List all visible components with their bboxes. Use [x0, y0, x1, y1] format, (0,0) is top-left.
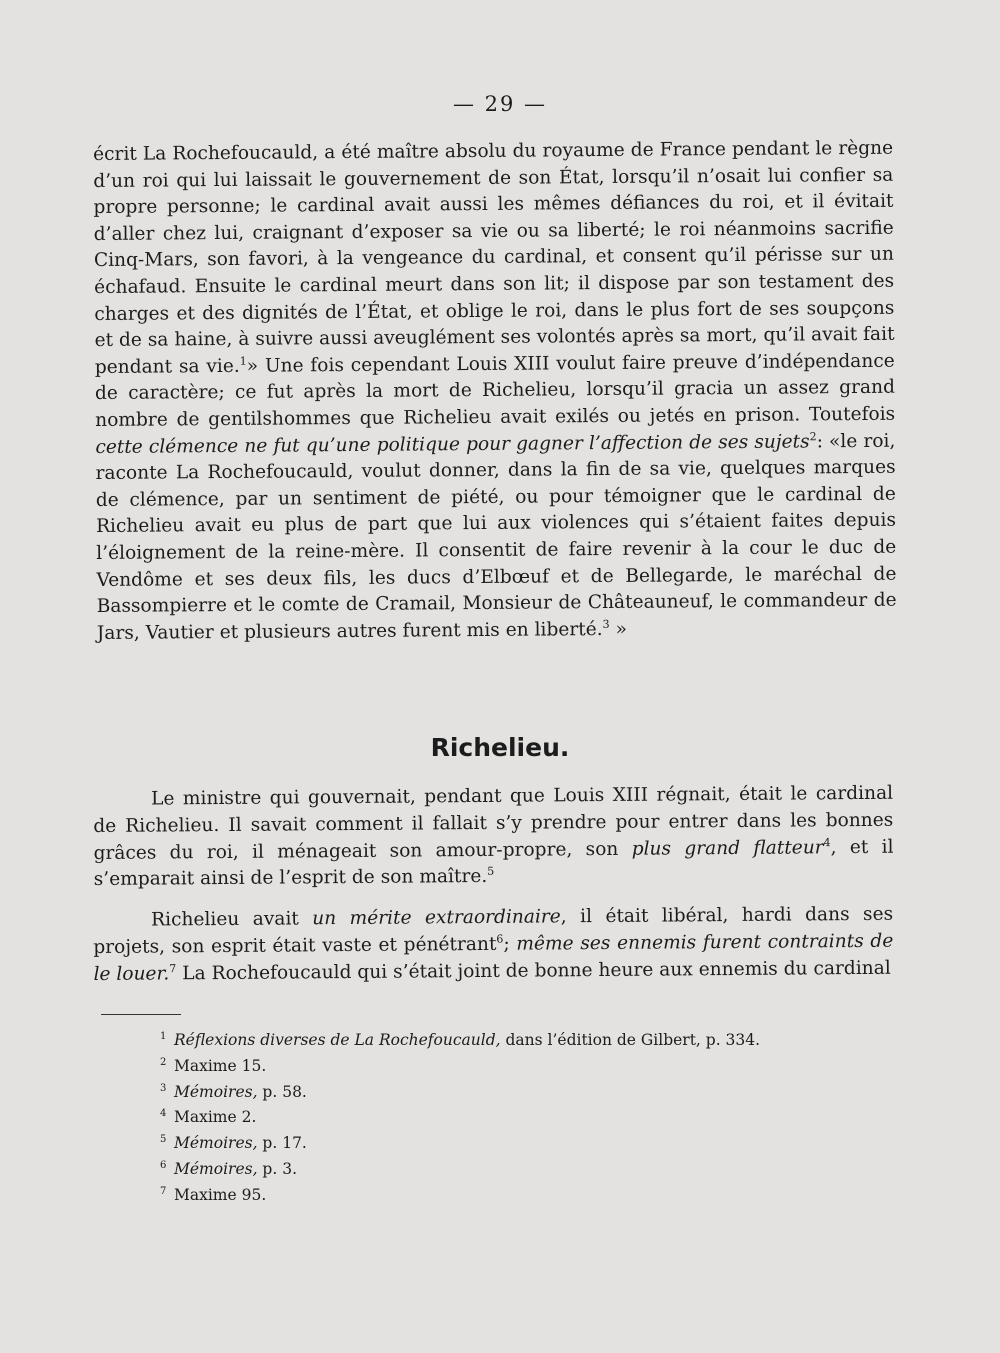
paragraph — [93, 781, 894, 894]
footnote-ref: 6 — [496, 932, 504, 946]
footnote-text: Maxime 95. — [174, 1185, 267, 1204]
footnotes — [160, 1026, 860, 1206]
paragraph-text: , et il s’emparait ainsi de l’esprit de son maître. — [93, 836, 894, 891]
footnote-text: Maxime 15. — [174, 1056, 267, 1075]
paragraph — [93, 902, 894, 989]
footnote-ref: 2 — [809, 429, 817, 443]
paragraph-text: écrit La Rochefoucauld, a été maître absolu du royaume de France pendant le règne d’un roi qui lui laissait le gouvernement de son État, lorsqu’il n’osait lui confier sa propre personne; le cardinal avait aussi les mêmes défiances du roi, et il évitait d’aller chez lui, craignant d’exposer sa vie ou sa liberté; le roi néanmoins sacrifie Cinq-Mars, son favori, à la vengeance du cardinal, et consent qu’il périsse sur un échafaud. Ensuite le cardinal meurt dans son lit; il dispose par son testament des charges et des dignités de l’État, et oblige le roi, dans le plus fort de ses soupçons et de sa haine, à suivre aussi aveuglément ses volontés après sa mort, qu’il avait fait pendant sa vie. — [93, 137, 895, 378]
paragraph-text: , il était libéral, hardi dans ses projets, son esprit était vaste et pénétrant — [93, 903, 894, 958]
paragraph-text: Le ministre qui gouvernait, pendant que Louis XIII régnait, était le cardinal de Richelieu. Il savait comment il fallait s’y prendre pour entrer dans les bonnes grâces du roi, il ménageait son amour-propre, son — [93, 782, 894, 864]
paragraph-text: Richelieu avait — [151, 908, 313, 931]
footnote-mark: 1 — [160, 1031, 167, 1042]
paragraph-text: » Une fois cependant Louis XIII voulut faire preuve d’indépendance de caractère; ce fut après la mort de Richelieu, lorsqu’il gracia un assez grand nombre de gentilshommes que Richelieu avait exilés ou jetés en prison. Toutefois — [94, 350, 896, 431]
footnote-mark: 7 — [160, 1185, 167, 1197]
footnote — [160, 1129, 860, 1155]
footnote-title: Mémoires, — [174, 1159, 258, 1178]
footnote-ref: 7 — [169, 961, 177, 975]
footnote-title: Mémoires, — [174, 1134, 258, 1153]
footnote-divider — [101, 1014, 181, 1015]
footnote-text: p. 58. — [257, 1082, 307, 1101]
emphasis-text: cette clémence ne fut qu’une politique pour gagner l’affection de ses sujets — [95, 430, 810, 458]
footnote-text: p. 3. — [257, 1159, 297, 1178]
footnote-ref: 5 — [487, 865, 495, 879]
footnote-title: Réflexions diverses de La Rochefoucauld, — [174, 1031, 501, 1050]
footnote-text: Maxime 2. — [174, 1108, 257, 1127]
paragraph-text: » — [609, 618, 628, 640]
footnote-text: p. 17. — [257, 1134, 307, 1153]
footnote — [160, 1026, 860, 1052]
paragraph-text: ; — [503, 933, 517, 955]
footnote — [160, 1078, 860, 1104]
paragraph-text: : «le roi, raconte La Rochefoucauld, voulut donner, dans la fin de sa vie, quelques marques de clémence, par un sentiment de piété, ou pour témoigner que le cardinal de Richelieu avait eu plus de part que lui aux violences qui s’étaient faites depuis l’éloignement de la reine-mère. Il consentit de faire revenir à la cour le duc de Vendôme et ses deux fils, les ducs d’Elbœuf et de Bellegarde, le maréchal de Bassompierre et le comte de Cramail, Monsieur de Châteauneuf, le commandeur de Jars, Vautier et plusieurs autres furent mis en liberté. — [95, 430, 897, 644]
paragraph-continued — [93, 136, 897, 648]
emphasis-text: plus grand flatteur — [631, 836, 824, 860]
emphasis-text: même ses ennemis furent contraints de le louer. — [93, 930, 894, 985]
footnote — [160, 1103, 860, 1129]
footnote-mark: 5 — [160, 1134, 167, 1145]
footnote-ref: 4 — [823, 835, 831, 849]
footnote-text: dans l’édition de Gilbert, p. 334. — [500, 1031, 761, 1050]
paragraph-text: La Rochefoucauld qui s’était joint de bonne heure aux ennemis du cardinal — [176, 957, 891, 984]
footnote-mark: 6 — [160, 1159, 167, 1171]
page-number: — 29 — — [452, 92, 548, 116]
footnote-title: Mémoires, — [174, 1082, 258, 1101]
footnote — [160, 1181, 860, 1207]
emphasis-text: un mérite extraordinaire — [312, 906, 561, 930]
footnote-ref: 3 — [602, 617, 610, 631]
footnote-mark: 4 — [160, 1108, 167, 1120]
footnote-ref: 1 — [239, 354, 247, 368]
section-heading: Richelieu. — [430, 733, 570, 762]
footnote-mark: 2 — [160, 1056, 167, 1068]
footnote — [160, 1155, 860, 1181]
footnote-mark: 3 — [160, 1082, 167, 1094]
footnote — [160, 1052, 860, 1078]
